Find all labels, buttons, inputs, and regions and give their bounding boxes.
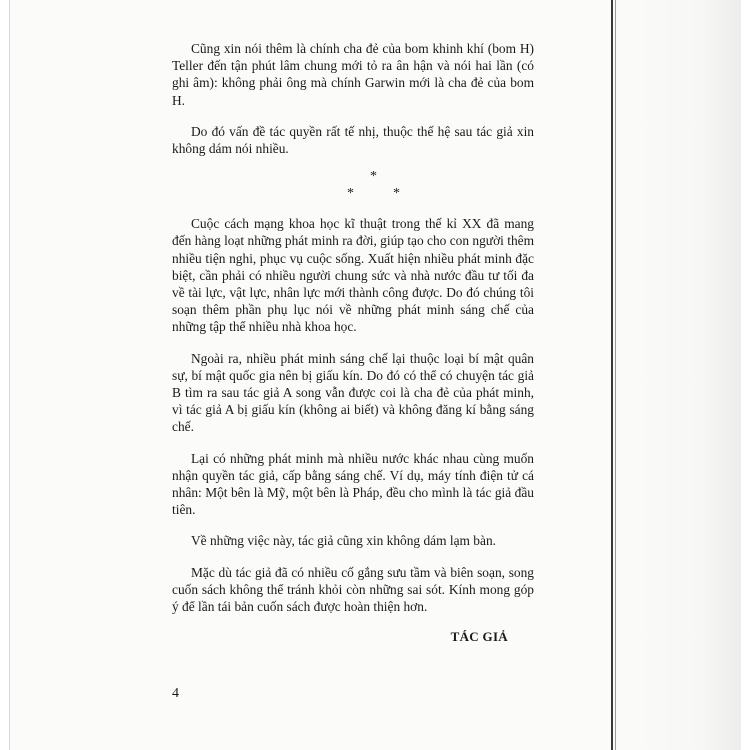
separator-star: *	[370, 169, 377, 185]
paragraph: Cũng xin nói thêm là chính cha đẻ của bom khinh khí (bom H) Teller đến tận phút lâm chung mới tỏ ra ân hận và nói hai lần (có ghi âm): không phải ông mà chính Garwin mới là cha đẻ của bom H.	[172, 41, 534, 108]
paragraph: Ngoài ra, nhiều phát minh sáng chế lại thuộc loại bí mật quân sự, bí mật quốc gia nên bị giấu kín. Do đó có thể có chuyện tác giả B tìm ra sau tác giả A song vẫn được coi là cha đẻ của phát minh, vì tác giả A bị giấu kín (không ai biết) và không đăng kí bằng sáng chế.	[172, 350, 534, 435]
paragraph: Mặc dù tác giả đã có nhiều cố gắng sưu tầm và biên soạn, song cuốn sách không thể tránh khỏi còn những sai sót. Kính mong góp ý để lần tái bản cuốn sách được hoàn thiện hơn.	[172, 564, 534, 615]
paragraph: Lại có những phát minh mà nhiều nước khác nhau cùng muốn nhận quyền tác giả, cấp bằng sáng chế. Ví dụ, máy tính điện tử cá nhân: Một bên là Mỹ, một bên là Pháp, đều cho mình là tác giả đầu tiên.	[172, 450, 534, 518]
paragraph: Do đó vấn đề tác quyền rất tế nhị, thuộc thế hệ sau tác giả xin không dám nói nhiều.	[172, 123, 534, 157]
page-spine-shadow	[605, 0, 741, 750]
page-spine-edge	[611, 0, 613, 750]
page-content	[172, 40, 534, 645]
separator-star: *	[393, 186, 400, 202]
paragraph: Cuộc cách mạng khoa học kĩ thuật trong thế kỉ XX đã mang đến hàng loạt những phát minh ra đời, giúp tạo cho con người thêm nhiều tiện nghi, phục vụ cuộc sống. Xuất hiện nhiều phát minh đặc biệt, cần phải có nhiều người chung sức và nhà nước đầu tư tối đa về tài lực, vật lực, nhân lực mới thành công được. Do đó chúng tôi soạn thêm phần phụ lục nói về những phát minh sáng chế của những tập thể nhiều nhà khoa học.	[172, 216, 534, 335]
page-number: 4	[172, 686, 179, 701]
section-separator	[172, 169, 534, 203]
separator-star: *	[347, 186, 354, 202]
paragraph: Về những việc này, tác giả cũng xin không dám lạm bàn.	[191, 533, 496, 549]
author-signature: TÁC GIẢ	[450, 629, 508, 645]
page-spine-edge-inner	[615, 0, 616, 750]
